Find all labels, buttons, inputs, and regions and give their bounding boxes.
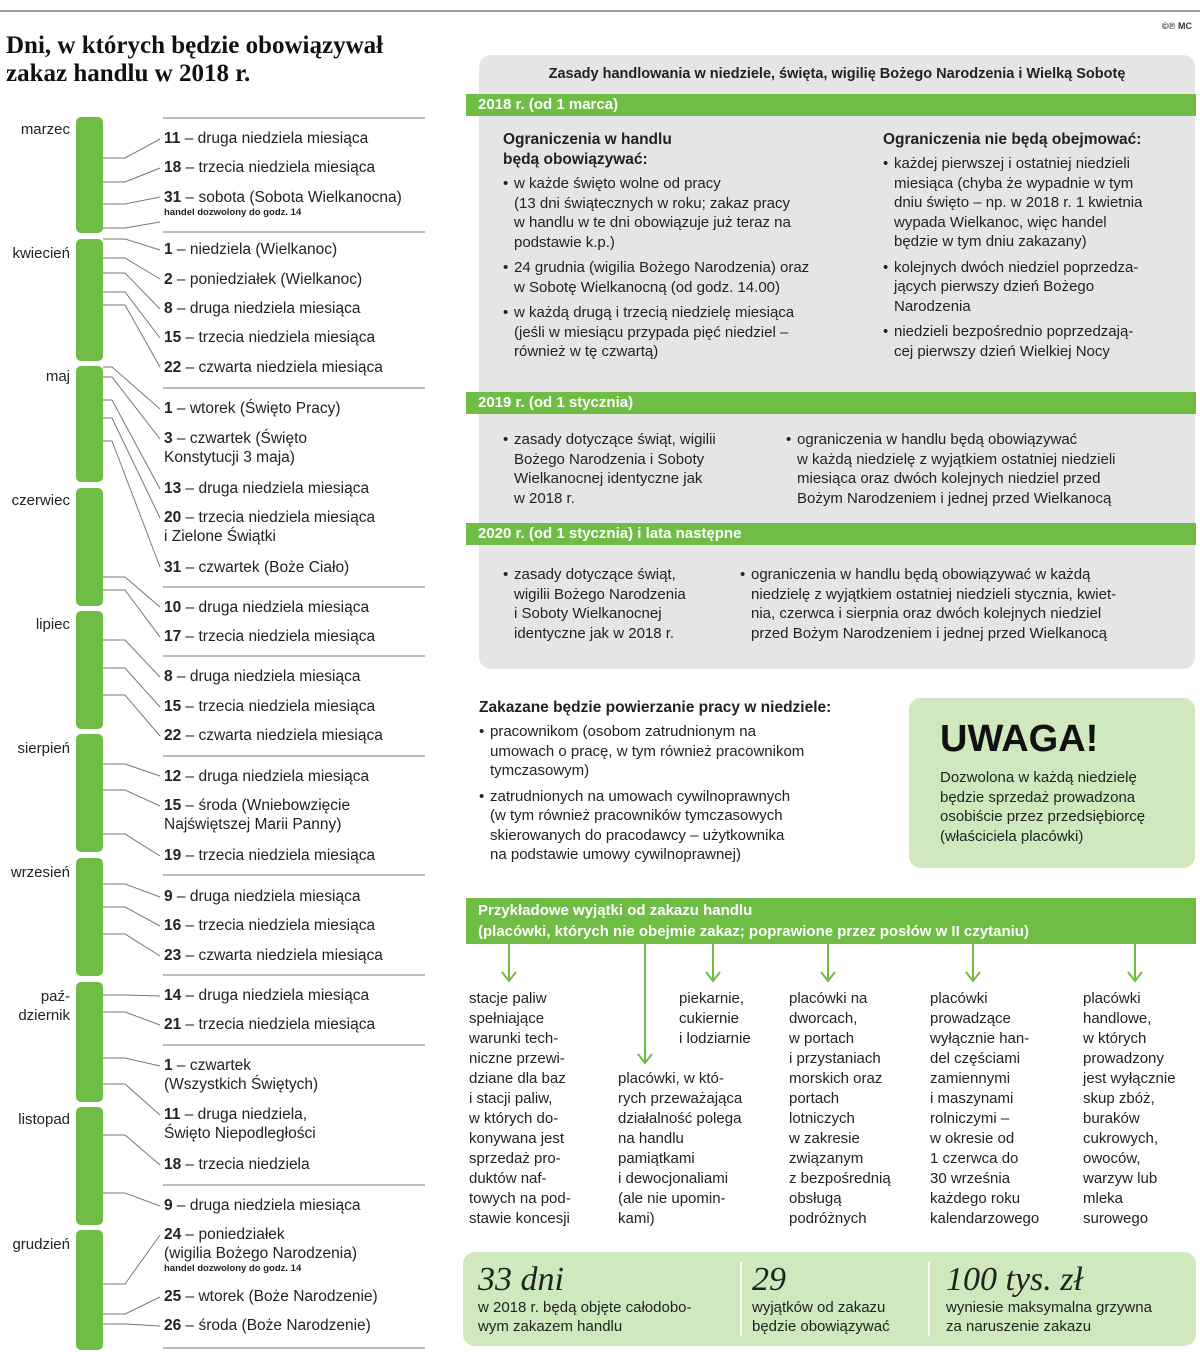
list-item: • zasady dotyczące świąt, wigilii Bożego Narodzenia i Soboty Wielkanocnej identyczne jak w 2018 r. [503, 565, 733, 643]
connector-line [103, 292, 160, 338]
connector-line [103, 1012, 160, 1025]
logo-mark: ©℗ [1161, 21, 1175, 31]
restrictions-2018-left [503, 130, 858, 368]
list-item: • każdej pierwszej i ostatniej niedzieli miesiąca (chyba że wypadnie w tym dniu święto – np. w 2018 r. 1 kwietnia wypada Wielkanoc, więc handel będzie w tym dniu zakazany) [883, 154, 1188, 252]
title-line-2: zakaz handlu w 2018 r. [6, 60, 251, 87]
date-entry: 13 – druga niedziela miesiąca [164, 480, 370, 497]
connector-line [103, 995, 160, 996]
connector-line [103, 400, 160, 489]
section-heading: Zakazane będzie powierzanie pracy w niedziele: [479, 699, 832, 716]
section-heading: Ograniczenia w handlu będą obowiązywać: [503, 131, 672, 168]
month-label: kwiecień [12, 245, 70, 262]
date-entry: 11 – druga niedziela miesiąca [164, 130, 369, 147]
list-item: • ograniczenia w handlu będą obowiązywać w każdą niedzielę z wyjątkiem ostatniej niedzieli stycznia, kwiet- nia, czerwca i sierpnia oraz dwóch kolejnych niedziel przed Bożym Narodzeniem i jednej przed Wielkanocą [740, 565, 1192, 643]
connector-line [103, 884, 160, 897]
list-item: • 24 grudnia (wigilia Bożego Narodzenia) oraz w Sobotę Wielkanocną (od godz. 14.00) [503, 258, 858, 297]
connector-line [103, 1324, 160, 1326]
date-entry: 9 – druga niedziela miesiąca [164, 1197, 361, 1214]
notice-title: UWAGA! [940, 718, 1099, 760]
rules-2020-left [503, 565, 733, 649]
rules-panel-title: Zasady handlowania w niedziele, święta, wigilię Bożego Narodzenia i Wielką Sobotę [548, 66, 1126, 82]
exception-item: stacje paliw spełniające warunki tech- niczne przewi- dziane dla baz i stacji paliw, w których do- konywana jest sprzedaż pro- duktów naf- towych na pod- stawie koncesji [469, 990, 571, 1227]
date-entry: 1 – wtorek (Święto Pracy) [164, 400, 341, 417]
connector-line [103, 834, 160, 856]
date-entry: 10 – druga niedziela miesiąca [164, 599, 370, 616]
date-entry: 11 – druga niedziela, Święto Niepodległości [164, 1106, 316, 1142]
connector-line [103, 1297, 160, 1314]
date-entry: 24 – poniedziałek (wigilia Bożego Narodzenia) handel dozwolony do godz. 14 [164, 1226, 357, 1274]
connector-line [103, 139, 160, 158]
year-header-2018: 2018 r. (od 1 marca) [466, 94, 1196, 116]
stats-divider [740, 1262, 742, 1336]
exception-item: placówki handlowe, w których prowadzony jest wyłącznie skup zbóż, buraków cukrowych, owoców, warzyw lub mleka surowego [1083, 990, 1176, 1227]
connector-line [103, 222, 160, 228]
exception-item: placówki prowadzące wyłącznie han- del częściami zamiennymi i maszynami rolniczymi – w okresie od 1 czerwca do 30 września każdego roku kalendarzowego [930, 990, 1040, 1227]
connector-line [103, 239, 160, 250]
date-entry: 19 – trzecia niedziela miesiąca [164, 847, 376, 864]
connector-line [103, 790, 160, 806]
connector-line [103, 1084, 160, 1115]
date-entry: 22 – czwarta niedziela miesiąca [164, 727, 383, 744]
date-entry: 8 – druga niedziela miesiąca [164, 300, 361, 317]
connector-line [103, 258, 160, 279]
month-label: dziernik [18, 1007, 70, 1024]
connector-line [103, 1235, 160, 1284]
date-entry: 1 – czwartek (Wszystkich Świętych) [164, 1057, 319, 1093]
connector-line [103, 1135, 160, 1165]
date-entry: 18 – trzecia niedziela miesiąca [164, 159, 376, 176]
stat-caption: wyjątków od zakazu będzie obowiązywać [752, 1299, 890, 1335]
restrictions-2018-right [883, 130, 1188, 367]
connector-line [103, 668, 160, 707]
connector-line [103, 377, 160, 439]
work-prohibition [479, 698, 899, 871]
connector-line [103, 764, 160, 776]
month-label: wrzesień [10, 864, 70, 881]
date-entry: 26 – środa (Boże Narodzenie) [164, 1317, 371, 1334]
connector-line [103, 197, 160, 204]
connector-line [103, 1193, 160, 1206]
connector-line [103, 695, 160, 736]
date-entry: 25 – wtorek (Boże Narodzenie) [164, 1288, 378, 1305]
connector-line [103, 168, 160, 182]
date-entry: 1 – niedziela (Wielkanoc) [164, 241, 338, 258]
date-entry: 15 – trzecia niedziela miesiąca [164, 329, 376, 346]
date-entry: 31 – sobota (Sobota Wielkanocna) handel dozwolony do godz. 14 [164, 189, 402, 218]
date-entry: 20 – trzecia niedziela miesiąca i Zielone Świątki [164, 509, 376, 545]
stat-caption: wyniesie maksymalna grzywna za naruszenie zakazu [946, 1299, 1152, 1335]
month-label: czerwiec [11, 492, 70, 509]
section-heading: Ograniczenia nie będą obejmować: [883, 131, 1142, 148]
list-item: • w każde święto wolne od pracy (13 dni świątecznych w roku; zakaz pracy w handlu w te dni obowiązuje już teraz na podstawie k.p.) [503, 174, 858, 252]
list-item: • pracownikom (osobom zatrudnionym na umowach o pracę, w tym również pracownikom tymczasowym) [479, 722, 899, 781]
month-label: sierpień [17, 740, 70, 757]
title-line-1: Dni, w których będzie obowiązywał [6, 32, 384, 59]
connector-line [103, 640, 160, 677]
month-label: maj [45, 368, 70, 385]
year-header-2019: 2019 r. (od 1 stycznia) [466, 392, 1196, 414]
connector-line [103, 590, 160, 637]
date-entry: 2 – poniedziałek (Wielkanoc) [164, 271, 363, 288]
connector-line [103, 418, 160, 518]
date-entry: 23 – czwarta niedziela miesiąca [164, 947, 383, 964]
date-entry: 15 – środa (Wniebowzięcie Najświętszej Marii Panny) [164, 797, 351, 833]
year-header-2020: 2020 r. (od 1 stycznia) i lata następne [466, 523, 1196, 545]
connector-line [103, 577, 160, 607]
date-entry: 17 – trzecia niedziela miesiąca [164, 628, 376, 645]
notice-text: Dozwolona w każdą niedzielę będzie sprzedaż prowadzona osobiście przez przedsiębiorcę (właściciela placówki) [940, 769, 1146, 845]
connector-line [103, 934, 160, 956]
logo-initials: MC [1178, 21, 1192, 31]
date-entry: 14 – druga niedziela miesiąca [164, 987, 370, 1004]
list-item: • niedzieli bezpośrednio poprzedzają- cej pierwszy dzień Wielkiej Nocy [883, 322, 1188, 361]
date-entry: 22 – czwarta niedziela miesiąca [164, 359, 383, 376]
exception-item: placówki, w któ- rych przeważająca działalność polega na handlu pamiątkami i dewocjonaliami (ale nie upomin- kami) [618, 1070, 743, 1227]
stat-value: 29 [752, 1261, 786, 1298]
list-item: • w każdą drugą i trzecią niedzielę miesiąca (jeśli w miesiącu przypada pięć niedziel – również w tę czwartą) [503, 303, 858, 362]
stats-divider [928, 1262, 930, 1336]
exception-item: placówki na dworcach, w portach i przystaniach morskich oraz portach lotniczych w zakresie związanym z bezpośrednią obsługą podróżnych [789, 990, 891, 1227]
month-label: grudzień [12, 1236, 70, 1253]
date-entry: 15 – trzecia niedziela miesiąca [164, 698, 376, 715]
date-entry: 3 – czwartek (Święto Konstytucji 3 maja) [164, 430, 308, 466]
connector-line [103, 441, 160, 567]
connector-line [103, 305, 160, 367]
connector-line [103, 273, 160, 309]
month-label: lipiec [35, 616, 70, 633]
rules-2020-right [740, 565, 1192, 649]
stat-value: 100 tys. zł [946, 1261, 1083, 1298]
month-label: listopad [18, 1111, 70, 1128]
stat-caption: w 2018 r. będą objęte całodobo- wym zakazem handlu [478, 1299, 692, 1335]
date-entry: 31 – czwartek (Boże Ciało) [164, 559, 350, 576]
rules-2019-left [503, 430, 773, 514]
publisher-logo [1159, 20, 1192, 32]
list-item: • ograniczenia w handlu będą obowiązywać w każdą niedzielę z wyjątkiem ostatniej niedzieli miesiąca oraz dwóch kolejnych niedziel przed Bożym Narodzeniem i jednej przed Wielkanocą [786, 430, 1191, 508]
date-entry: 18 – trzecia niedziela [164, 1156, 310, 1173]
list-item: • kolejnych dwóch niedziel poprzedza- jących pierwszy dzień Bożego Narodzenia [883, 258, 1188, 317]
connector-line [103, 907, 160, 926]
rules-2019-right [786, 430, 1191, 514]
exception-item: piekarnie, cukiernie i lodziarnie [679, 990, 751, 1047]
date-entry: 21 – trzecia niedziela miesiąca [164, 1016, 376, 1033]
stat-value: 33 dni [478, 1261, 564, 1298]
date-entry: 16 – trzecia niedziela miesiąca [164, 917, 376, 934]
exceptions-header: Przykładowe wyjątki od zakazu handlu (placówki, których nie obejmie zakaz; poprawione przez posłów w II czytaniu) [466, 898, 1196, 944]
date-entry: 12 – druga niedziela miesiąca [164, 768, 370, 785]
connector-line [103, 1058, 160, 1066]
list-item: • zasady dotyczące świąt, wigilii Bożego Narodzenia i Soboty Wielkanocnej identyczne jak w 2018 r. [503, 430, 773, 508]
month-label: marzec [20, 121, 70, 138]
date-entry: 9 – druga niedziela miesiąca [164, 888, 361, 905]
month-label: paź- [40, 988, 70, 1005]
date-entry: 8 – druga niedziela miesiąca [164, 668, 361, 685]
list-item: • zatrudnionych na umowach cywilnoprawnych (w tym również pracowników tymczasowych skierowanych do pracodawcy – użytkownika na podstawie umowy cywilnoprawnej) [479, 787, 899, 865]
